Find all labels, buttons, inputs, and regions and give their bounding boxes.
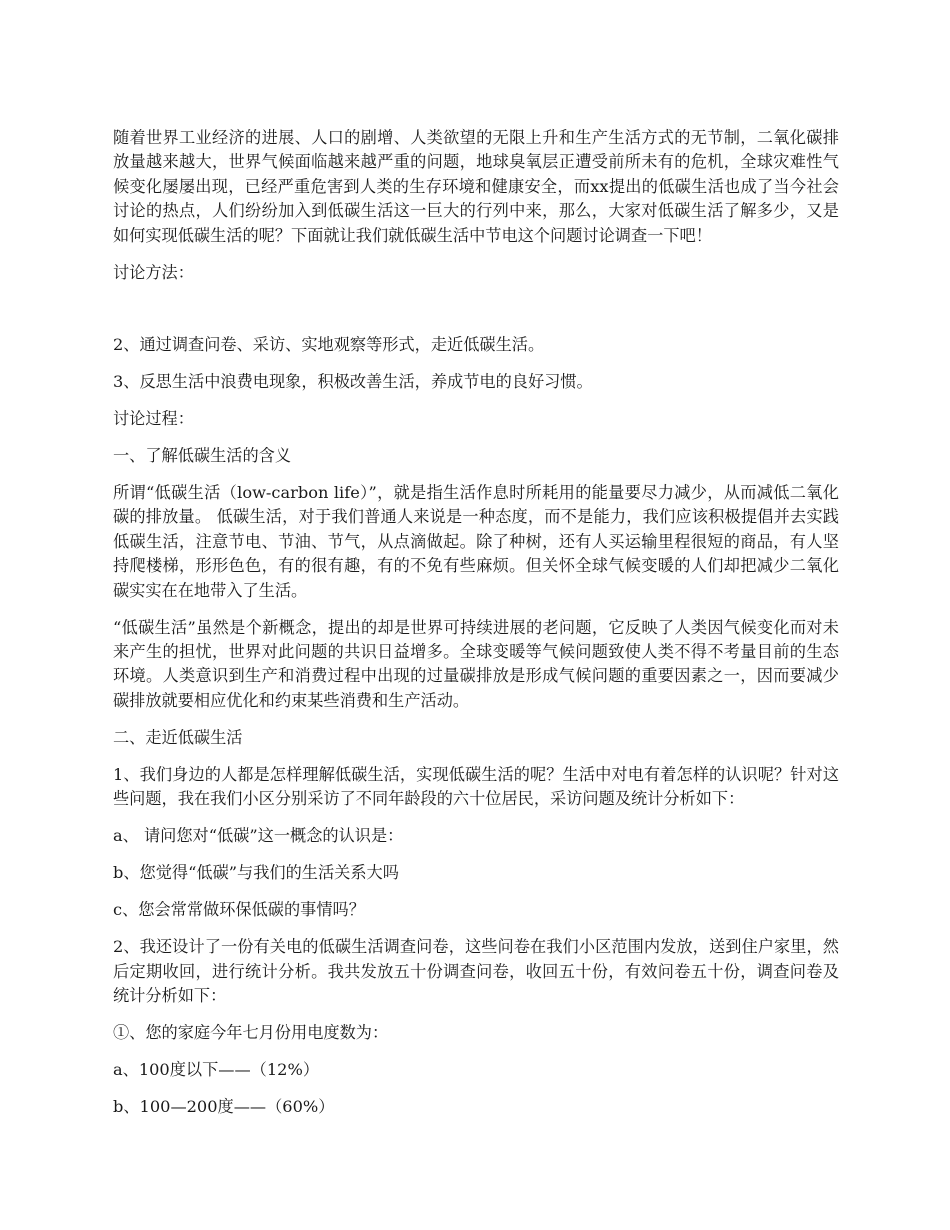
document-body	[113, 126, 839, 1132]
subsection-heading-2: 二、走近低碳生活	[113, 727, 243, 747]
subsection-heading-1: 一、了解低碳生活的含义	[113, 446, 292, 466]
section-heading-methods: 讨论方法：	[113, 262, 194, 282]
interview-question-c: c、您会常常做环保低碳的事情吗？	[113, 900, 365, 920]
body-paragraph: 所谓“低碳生活（low-carbon life）”，就是指生活作息时所耗用的能量要尽力减少，从而减低二氧化碳的排放量。 低碳生活，对于我们普通人来说是一种态度，而不是能力，我们应该积极提倡并去实践低碳生活，注意节电、节油、节气，从点滴做起。除了种树，还有人买运输里程很短的商品，有人坚持爬楼梯，形形色色，有的很有趣，有的不免有些麻烦。但关怀全球气候变暖的人们却把减少二氧化碳实实在在地带入了生活。	[113, 483, 839, 600]
body-paragraph: “低碳生活”虽然是个新概念，提出的却是世界可持续进展的老问题，它反映了人类因气候变化而对未来产生的担忧，世界对此问题的共识日益增多。全球变暖等气候问题致使人类不得不考量目前的生态环境。人类意识到生产和消费过程中出现的过量碳排放是形成气候问题的重要因素之一，因而要减少碳排放就要相应优化和约束某些消费和生产活动。	[113, 617, 839, 710]
survey-option-b: b、100—200度——（60%）	[113, 1097, 335, 1117]
body-paragraph: 1、我们身边的人都是怎样理解低碳生活，实现低碳生活的呢？生活中对电有着怎样的认识呢？针对这些问题，我在我们小区分别采访了不同年龄段的六十位居民，采访问题及统计分析如下：	[113, 764, 839, 809]
method-item-2: 2、通过调查问卷、采访、实地观察等形式，走近低碳生活。	[113, 335, 545, 355]
body-paragraph: 2、我还设计了一份有关电的低碳生活调查问卷，这些问卷在我们小区范围内发放，送到住户家里，然后定期收回，进行统计分析。我共发放五十份调查问卷，收回五十份，有效问卷五十份，调查问卷及统计分析如下：	[113, 937, 839, 1006]
method-item-3: 3、反思生活中浪费电现象，积极改善生活，养成节电的良好习惯。	[113, 372, 593, 392]
interview-question-a: a、 请问您对“低碳”这一概念的认识是：	[113, 826, 404, 846]
interview-question-b: b、您觉得“低碳”与我们的生活关系大吗	[113, 863, 399, 883]
survey-question-1: ①、您的家庭今年七月份用电度数为：	[113, 1023, 389, 1043]
section-heading-process: 讨论过程：	[113, 409, 194, 429]
intro-paragraph: 随着世界工业经济的进展、人口的剧增、人类欲望的无限上升和生产生活方式的无节制，二氧化碳排放量越来越大，世界气候面临越来越严重的问题，地球臭氧层正遭受前所未有的危机，全球灾难性气候变化屡屡出现，已经严重危害到人类的生存环境和健康安全，而xx提出的低碳生活也成了当今社会讨论的热点，人们纷纷加入到低碳生活这一巨大的行列中来，那么，大家对低碳生活了解多少，又是如何实现低碳生活的呢？下面就让我们就低碳生活中节电这个问题讨论调查一下吧！	[113, 128, 839, 245]
survey-option-a: a、100度以下——（12%）	[113, 1060, 320, 1080]
